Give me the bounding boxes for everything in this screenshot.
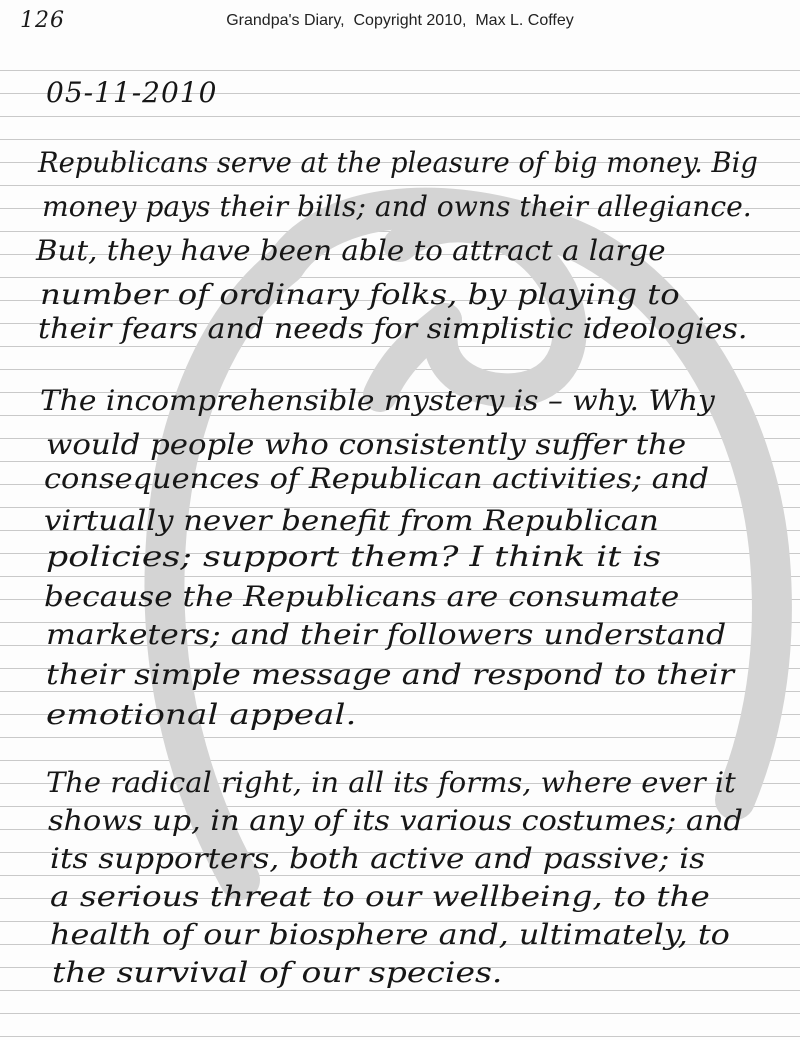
entry-line: their fears and needs for simplistic ideologies.: [38, 312, 748, 345]
entry-line: health of our biosphere and, ultimately, to: [50, 918, 730, 951]
page-number: 126: [20, 8, 65, 33]
entry-line: number of ordinary folks, by playing to: [40, 278, 680, 311]
entry-line: consequences of Republican activities; and: [44, 462, 709, 495]
entry-line: would people who consistently suffer the: [46, 428, 687, 461]
entry-line: emotional appeal.: [46, 698, 357, 731]
entry-line: because the Republicans are consumate: [44, 580, 680, 613]
entry-date: 05-11-2010: [46, 76, 218, 109]
entry-line: Republicans serve at the pleasure of big money. Big: [38, 146, 758, 179]
entry-line: marketers; and their followers understand: [46, 618, 727, 651]
entry-line: policies; support them? I think it is: [46, 540, 662, 573]
entry-line: money pays their bills; and owns their allegiance.: [42, 190, 752, 223]
entry-line: virtually never benefit from Republican: [44, 504, 659, 537]
entry-line: The radical right, in all its forms, where ever it: [46, 766, 736, 799]
page-header: [0, 8, 800, 36]
entry-line: the survival of our species.: [52, 956, 503, 989]
entry-line: their simple message and respond to their: [46, 658, 735, 691]
header-title: Grandpa's Diary, Copyright 2010, Max L. Coffey: [226, 12, 574, 29]
entry-line: a serious threat to our wellbeing, to the: [50, 880, 710, 913]
entry-line: But, they have been able to attract a large: [36, 234, 666, 267]
entry-line: The incomprehensible mystery is – why. Why: [40, 384, 715, 417]
entry-line: shows up, in any of its various costumes; and: [48, 804, 743, 837]
entry-line: its supporters, both active and passive; is: [50, 842, 706, 875]
